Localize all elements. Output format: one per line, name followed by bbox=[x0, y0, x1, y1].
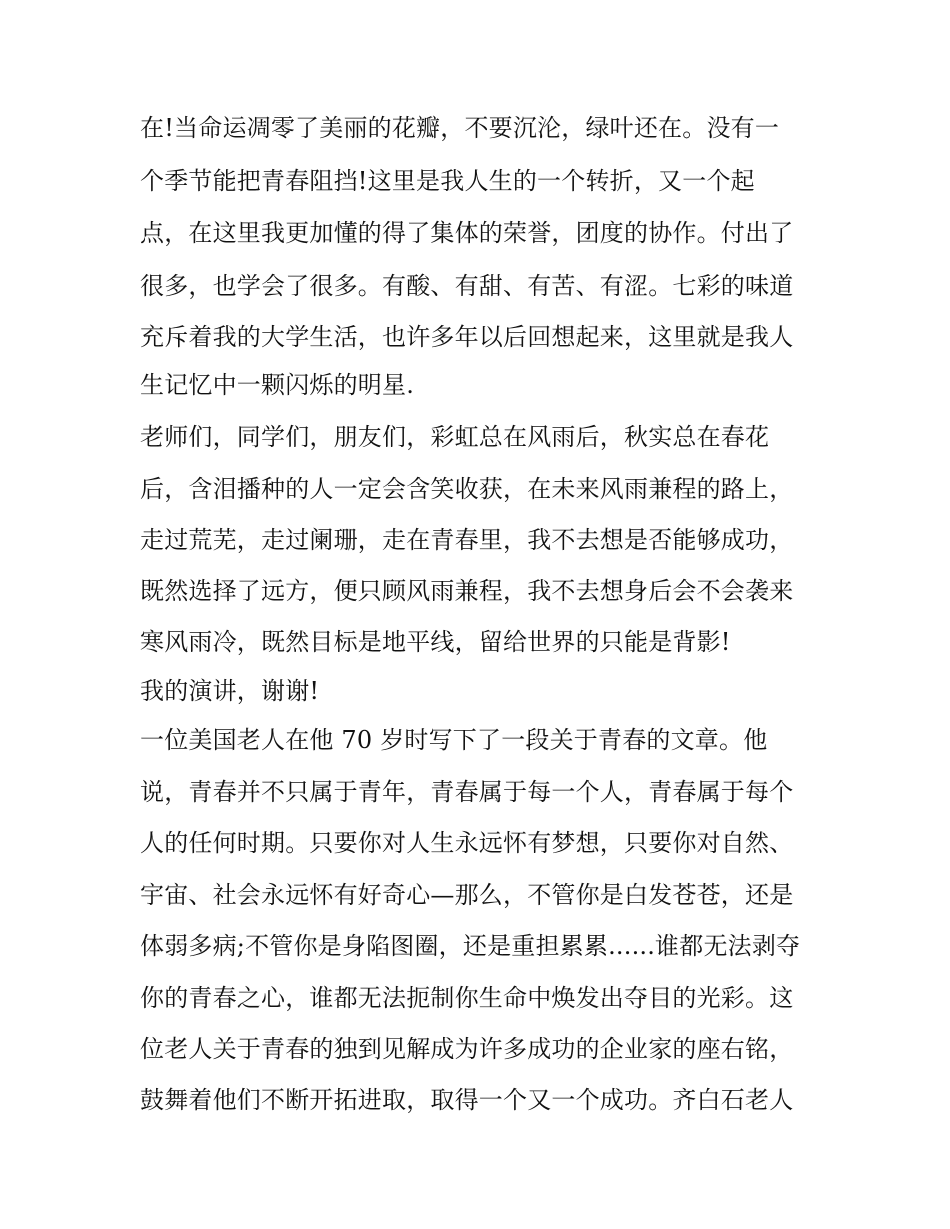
text-line: 走过荒芜，走过阑珊，走在青春里，我不去想是否能够成功， bbox=[140, 526, 794, 554]
text-line: 既然选择了远方，便只顾风雨兼程，我不去想身后会不会袭来 bbox=[140, 577, 794, 605]
text-line: 人的任何时期。只要你对人生永远怀有梦想，只要你对自然、 bbox=[140, 829, 794, 857]
text-line: 我的演讲，谢谢! bbox=[140, 677, 320, 705]
text-line: 位老人关于青春的独到见解成为许多成功的企业家的座右铭， bbox=[140, 1035, 794, 1063]
text-line: 一位美国老人在他 70 岁时写下了一段关于青春的文章。他 bbox=[140, 726, 768, 754]
text-line: 体弱多病;不管你是身陷图圈，还是重担累累......谁都无法剥夺 bbox=[140, 932, 801, 960]
text-line: 后，含泪播种的人一定会含笑收获，在未来风雨兼程的路上， bbox=[140, 475, 794, 503]
text-line: 宇宙、社会永远怀有好奇心—那么，不管你是白发苍苍，还是 bbox=[140, 881, 794, 909]
text-line: 鼓舞着他们不断开拓进取，取得一个又一个成功。齐白石老人 bbox=[140, 1086, 794, 1114]
text-line: 个季节能把青春阻挡!这里是我人生的一个转折，又一个起 bbox=[140, 167, 755, 195]
text-line: 老师们，同学们，朋友们，彩虹总在风雨后，秋实总在春花 bbox=[140, 423, 770, 451]
text-line: 很多，也学会了很多。有酸、有甜、有苦、有涩。七彩的味道 bbox=[140, 272, 794, 300]
text-line: 你的青春之心，谁都无法扼制你生命中焕发出夺目的光彩。这 bbox=[140, 984, 794, 1012]
text-line: 说，青春并不只属于青年，青春属于每一个人，青春属于每个 bbox=[140, 778, 794, 806]
text-line: 生记忆中一颗闪烁的明星. bbox=[140, 371, 415, 399]
text-line: 充斥着我的大学生活，也许多年以后回想起来，这里就是我人 bbox=[140, 323, 794, 351]
text-line: 寒风雨冷，既然目标是地平线，留给世界的只能是背影! bbox=[140, 628, 731, 656]
text-line: 点，在这里我更加懂的得了集体的荣誉，团度的协作。付出了 bbox=[140, 219, 794, 247]
text-line: 在!当命运凋零了美丽的花瓣，不要沉沦，绿叶还在。没有一 bbox=[140, 114, 780, 142]
